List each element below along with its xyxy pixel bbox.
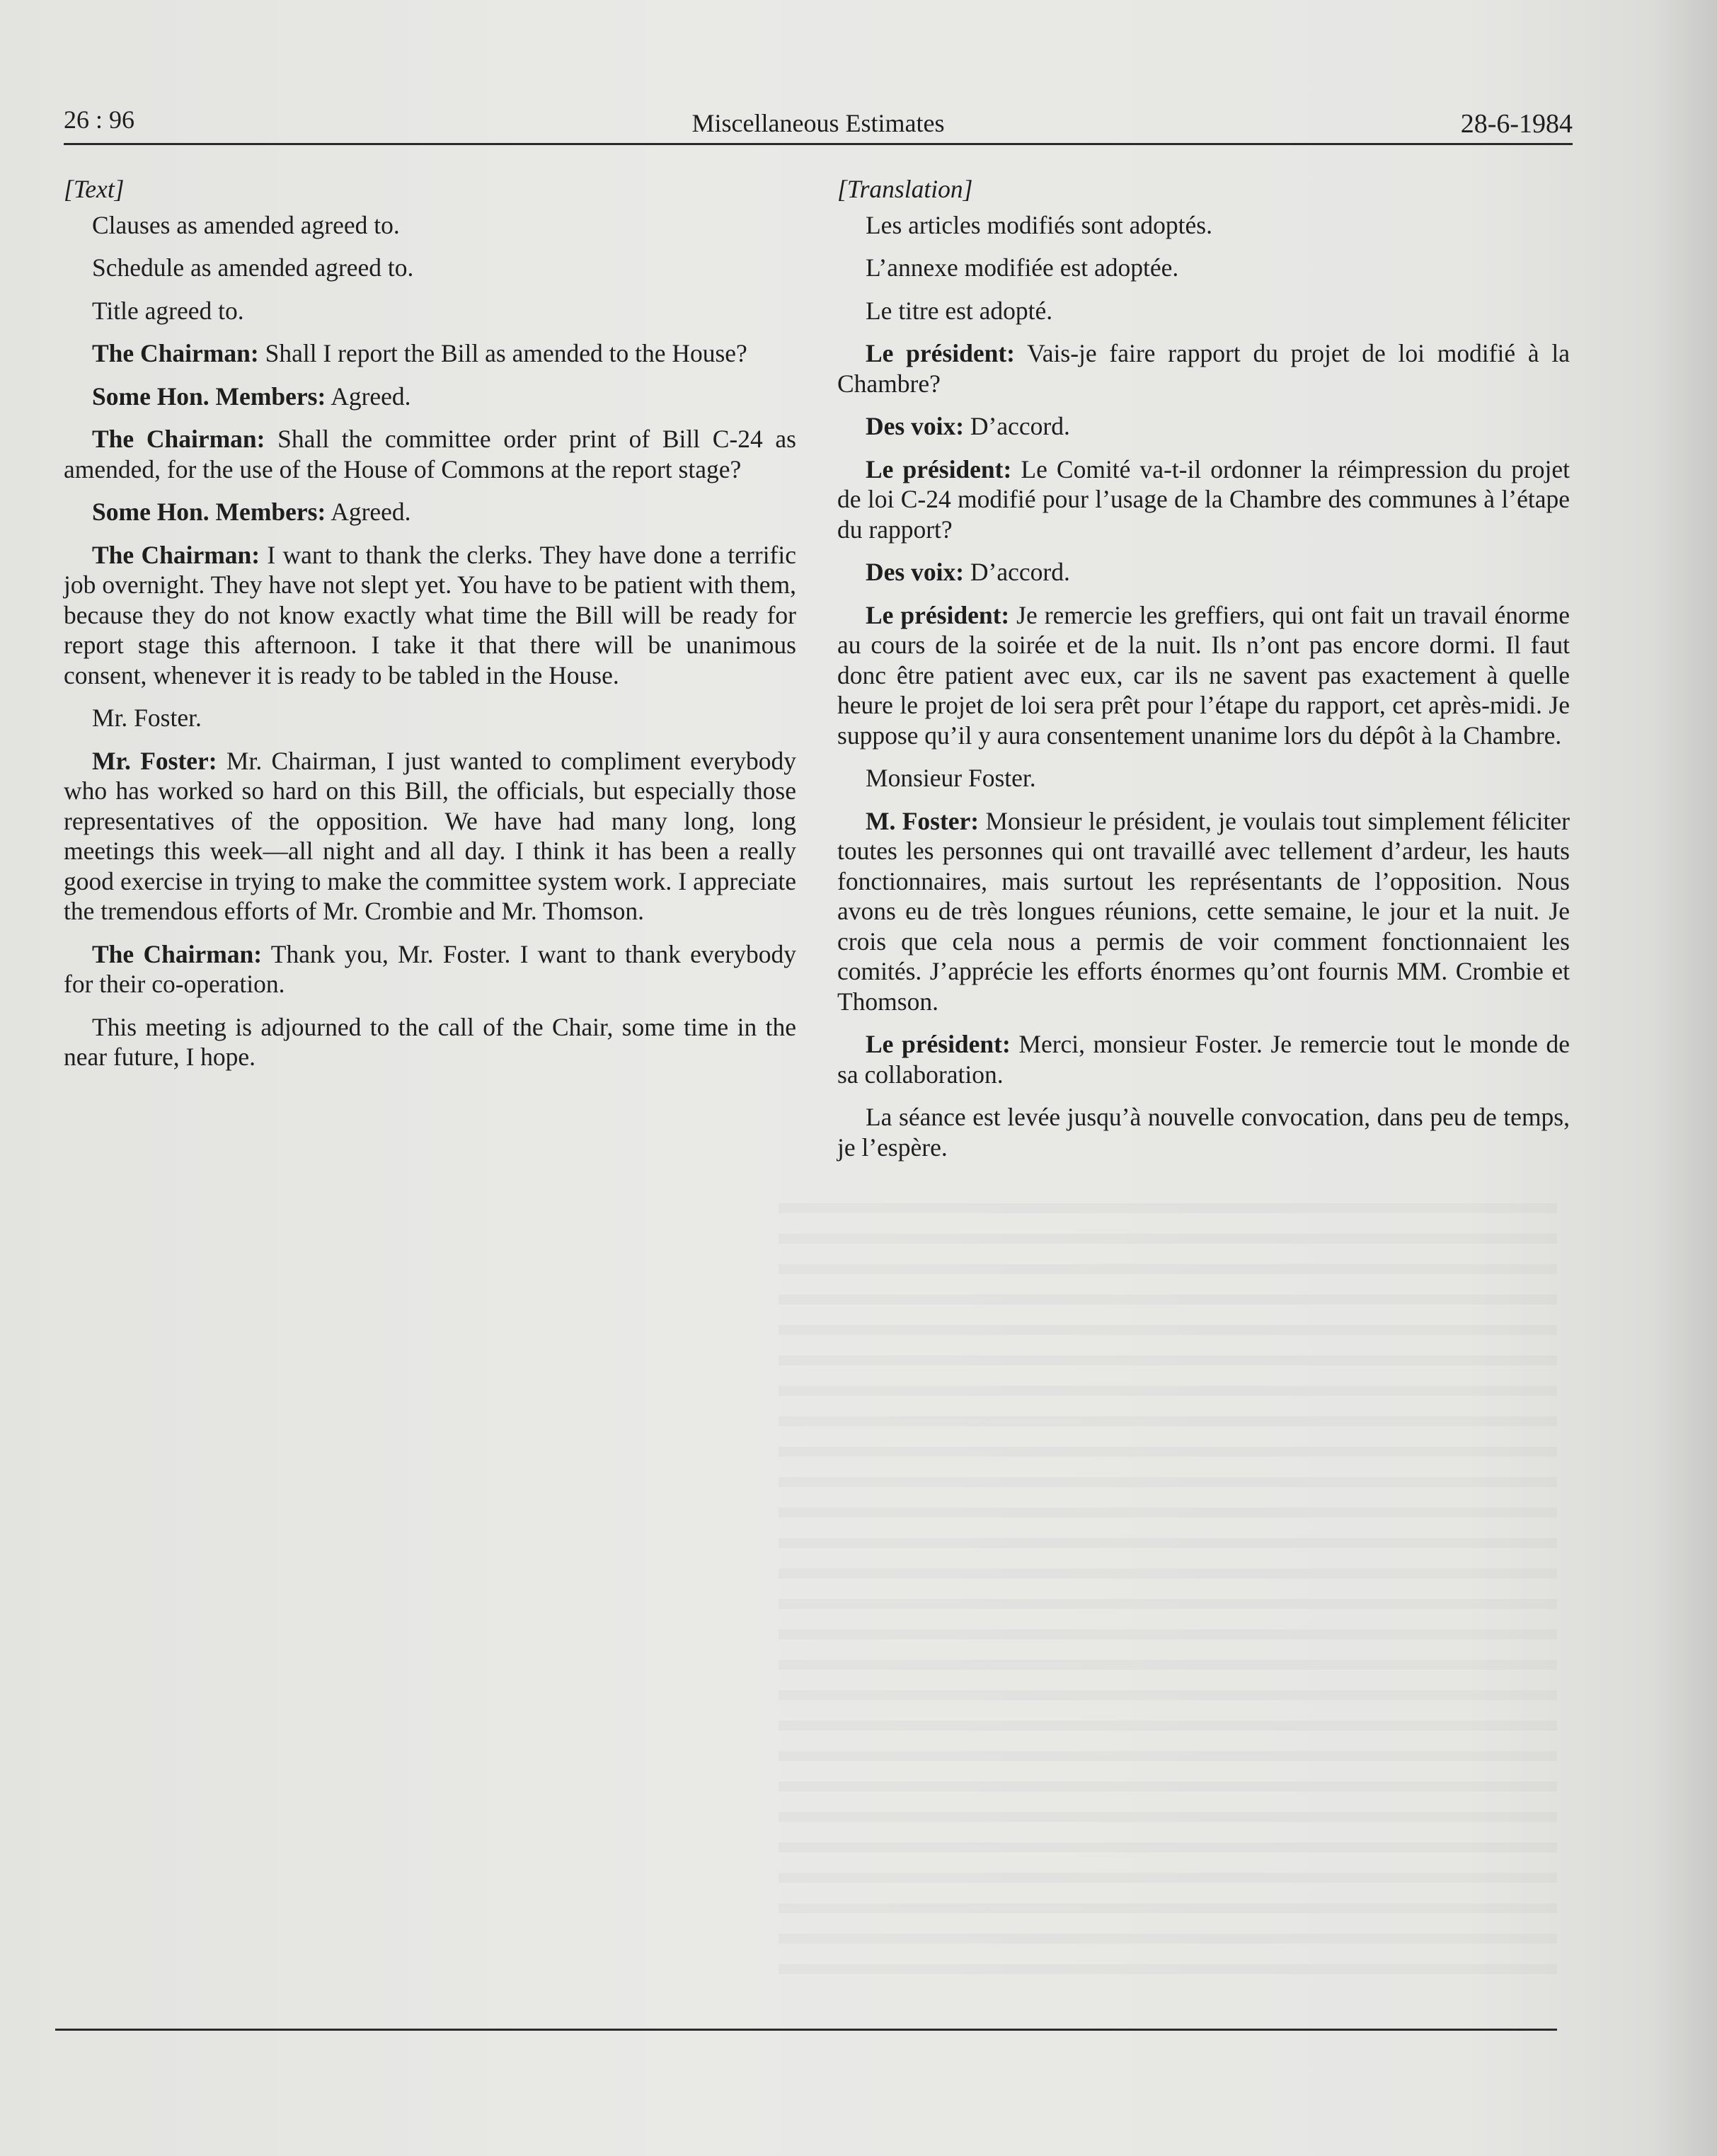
speaker: Le président: [866, 339, 1015, 367]
speech: Shall I report the Bill as amended to the House? [258, 339, 747, 367]
translation-label: [Translation] [837, 175, 973, 203]
paragraph [837, 600, 1570, 751]
paragraph: L’annexe modifiée est adoptée. [866, 253, 1179, 282]
running-title: Miscellaneous Estimates [691, 109, 945, 137]
speaker: Some Hon. Members: [92, 498, 326, 526]
paragraph [837, 806, 1570, 1017]
speech: Shall the committee order print of Bill C-24 as amended, for the use of the House of Commons at the report stage? [64, 425, 796, 483]
paragraph [64, 540, 796, 691]
paragraph [64, 424, 796, 484]
paragraph [837, 1029, 1570, 1089]
speaker: Some Hon. Members: [92, 382, 326, 411]
speaker: The Chairman: [92, 540, 260, 569]
speaker: Le président: [866, 1030, 1011, 1058]
paragraph: La séance est levée jusqu’à nouvelle convocation, dans peu de temps, je l’espère. [837, 1103, 1570, 1162]
paragraph [64, 939, 796, 999]
speech: Le Comité va-t-il ordonner la réimpression du projet de loi C-24 modifié pour l’usage de la Chambre des communes à l’étape du rapport? [837, 454, 1570, 544]
page-header [64, 105, 1573, 143]
speech: Agreed. [326, 382, 411, 411]
paragraph: Monsieur Foster. [866, 764, 1036, 792]
speech: Merci, monsieur Foster. Je remercie tout le monde de sa collaboration. [837, 1030, 1570, 1089]
paragraph [837, 557, 1570, 587]
header-rule [64, 143, 1573, 145]
speaker: M. Foster: [866, 806, 980, 835]
paragraph [64, 382, 796, 412]
paragraph [837, 338, 1570, 398]
paragraph: Mr. Foster. [92, 704, 202, 732]
paragraph [64, 338, 796, 369]
speech: D’accord. [964, 412, 1070, 440]
paragraph: Clauses as amended agreed to. [92, 210, 400, 239]
speaker: Mr. Foster: [92, 746, 217, 775]
speaker: Des voix: [866, 558, 965, 586]
speech: I want to thank the clerks. They have done a terrific job overnight. They have not slept yet. You have to be patient with them, because they do not know exactly what time the Bill will be ready for report stage this afternoon. I take it that there will be unanimous consent, whenever it is ready to be tabled in the House. [64, 540, 796, 689]
speaker: The Chairman: [92, 425, 265, 453]
paragraph [64, 746, 796, 927]
speech: Monsieur le président, je voulais tout simplement féliciter toutes les personnes qui ont travaillé avec tellement d’ardeur, les hauts fonctionnaires, mais surtout les représentants de l’opposition. Nous avons eu de très longues réunions, cette semaine, le jour et la nuit. Je crois que cela nous a permis de voir comment fonctionnaient les comités. J’apprécie les efforts énormes qu’ont fournis MM. Crombie et Thomson. [837, 806, 1570, 1016]
speech: Thank you, Mr. Foster. I want to thank everybody for their co-operation. [64, 939, 796, 998]
speaker: Des voix: [866, 412, 965, 440]
paragraph: Le titre est adopté. [866, 296, 1053, 325]
speech: Mr. Chairman, I just wanted to compliment everybody who has worked so hard on this Bill, the officials, but especially those representatives of the opposition. We have had many long, long meetings this week—all night and all day. I think it has been a really good exercise in trying to make the committee system work. I appreciate the tremendous efforts of Mr. Crombie and Mr. Thomson. [64, 746, 796, 925]
english-column [64, 174, 796, 1085]
speaker: The Chairman: [92, 939, 263, 968]
paragraph: Schedule as amended agreed to. [92, 253, 414, 282]
page-number: 26 : 96 [64, 105, 135, 134]
bleed-through [779, 1203, 1557, 1982]
speaker: Le président: [866, 600, 1010, 629]
paragraph: Les articles modifiés sont adoptés. [866, 210, 1212, 239]
paragraph [64, 497, 796, 527]
text-label: [Text] [64, 175, 125, 203]
speech: Je remercie les greffiers, qui ont fait un travail énorme au cours de la soirée et de la nuit. Ils n’ont pas encore dormi. Il faut donc être patient avec eux, car ils ne savent pas exactement à quelle heure le projet de loi sera prêt pour l’étape du rapport, cet après-midi. Je suppose qu’il y aura consentement unanime lors du dépôt à la Chambre. [837, 600, 1570, 750]
paragraph: Title agreed to. [92, 296, 244, 325]
french-column [837, 174, 1570, 1175]
speaker: The Chairman: [92, 339, 259, 367]
paragraph [837, 411, 1570, 442]
page-date: 28-6-1984 [1460, 109, 1573, 139]
speaker: Le président: [866, 454, 1012, 483]
footer-rule [55, 2029, 1557, 2031]
speech: Vais-je faire rapport du projet de loi modifié à la Chambre? [837, 339, 1570, 398]
paragraph [837, 454, 1570, 545]
speech: Agreed. [326, 498, 411, 526]
speech: D’accord. [964, 558, 1070, 586]
paragraph: This meeting is adjourned to the call of the Chair, some time in the near future, I hope. [64, 1012, 796, 1071]
